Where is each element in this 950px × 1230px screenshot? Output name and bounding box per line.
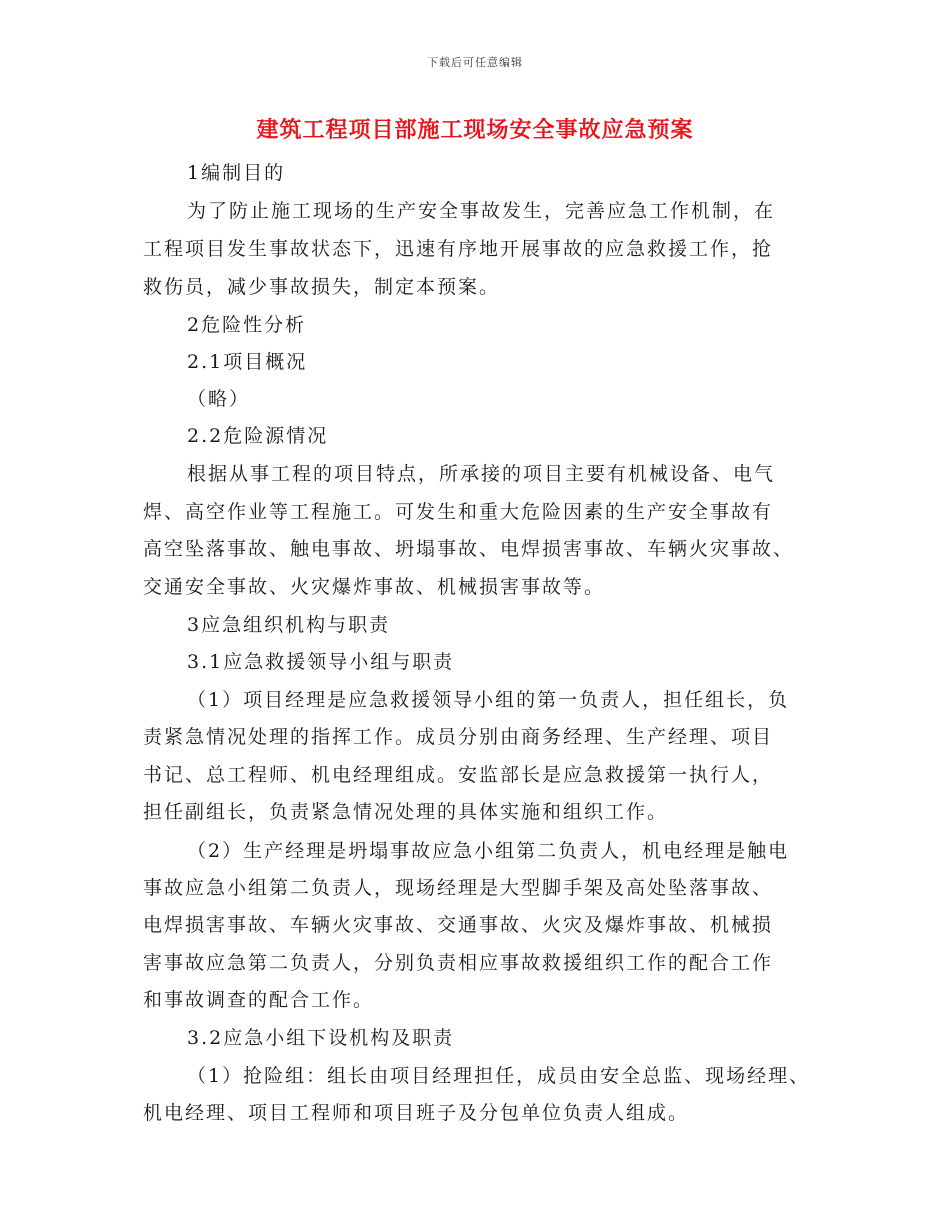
heading-2: 2危险性分析 [187, 314, 307, 336]
paragraph-line: 责紧急情况处理的指挥工作。成员分别由商务经理、生产经理、项目 [143, 726, 774, 748]
paragraph-line: （1）抢险组：组长由项目经理担任，成员由安全总监、现场经理、 [187, 1065, 811, 1087]
paragraph-line: 为了防止施工现场的生产安全事故发生，完善应急工作机制，在 [187, 200, 776, 222]
paragraph-line: （略） [187, 388, 251, 410]
paragraph-line: 焊、高空作业等工程施工。可发生和重大危险因素的生产安全事故有 [143, 501, 774, 523]
paragraph-line: 高空坠落事故、触电事故、坍塌事故、电焊损害事故、车辆火灾事故、 [143, 538, 795, 560]
paragraph-line: 担任副组长，负责紧急情况处理的具体实施和组织工作。 [143, 801, 669, 823]
paragraph-line: 事故应急小组第二负责人，现场经理是大型脚手架及高处坠落事故、 [143, 877, 774, 899]
paragraph-line: （1）项目经理是应急救援领导小组的第一负责人，担任组长，负 [187, 689, 790, 711]
heading-3-2: 3.2应急小组下设机构及职责 [187, 1027, 455, 1049]
paragraph-line: 机电经理、项目工程师和项目班子及分包单位负责人组成。 [143, 1102, 690, 1124]
paragraph-line: 书记、总工程师、机电经理组成。安监部长是应急救援第一执行人， [143, 764, 774, 786]
paragraph-line: 交通安全事故、火灾爆炸事故、机械损害事故等。 [143, 576, 606, 598]
heading-3-1: 3.1应急救援领导小组与职责 [187, 651, 455, 673]
header-note: 下载后可任意编辑 [427, 56, 523, 69]
paragraph-line: 根据从事工程的项目特点，所承接的项目主要有机械设备、电气 [187, 463, 776, 485]
paragraph-line: 和事故调查的配合工作。 [143, 989, 375, 1011]
heading-3: 3应急组织机构与职责 [187, 614, 391, 636]
paragraph-line: （2）生产经理是坍塌事故应急小组第二负责人，机电经理是触电 [187, 840, 790, 862]
heading-2-1: 2.1项目概况 [187, 351, 308, 373]
paragraph-line: 工程项目发生事故状态下，迅速有序地开展事故的应急救援工作，抢 [143, 238, 774, 260]
paragraph-line: 害事故应急第二负责人，分别负责相应事故救援组织工作的配合工作 [143, 952, 774, 974]
paragraph-line: 救伤员，减少事故损失，制定本预案。 [143, 276, 501, 298]
paragraph-line: 电焊损害事故、车辆火灾事故、交通事故、火灾及爆炸事故、机械损 [143, 914, 774, 936]
heading-2-2: 2.2危险源情况 [187, 425, 329, 447]
heading-1: 1编制目的 [187, 162, 286, 184]
document-title: 建筑工程项目部施工现场安全事故应急预案 [256, 117, 694, 143]
